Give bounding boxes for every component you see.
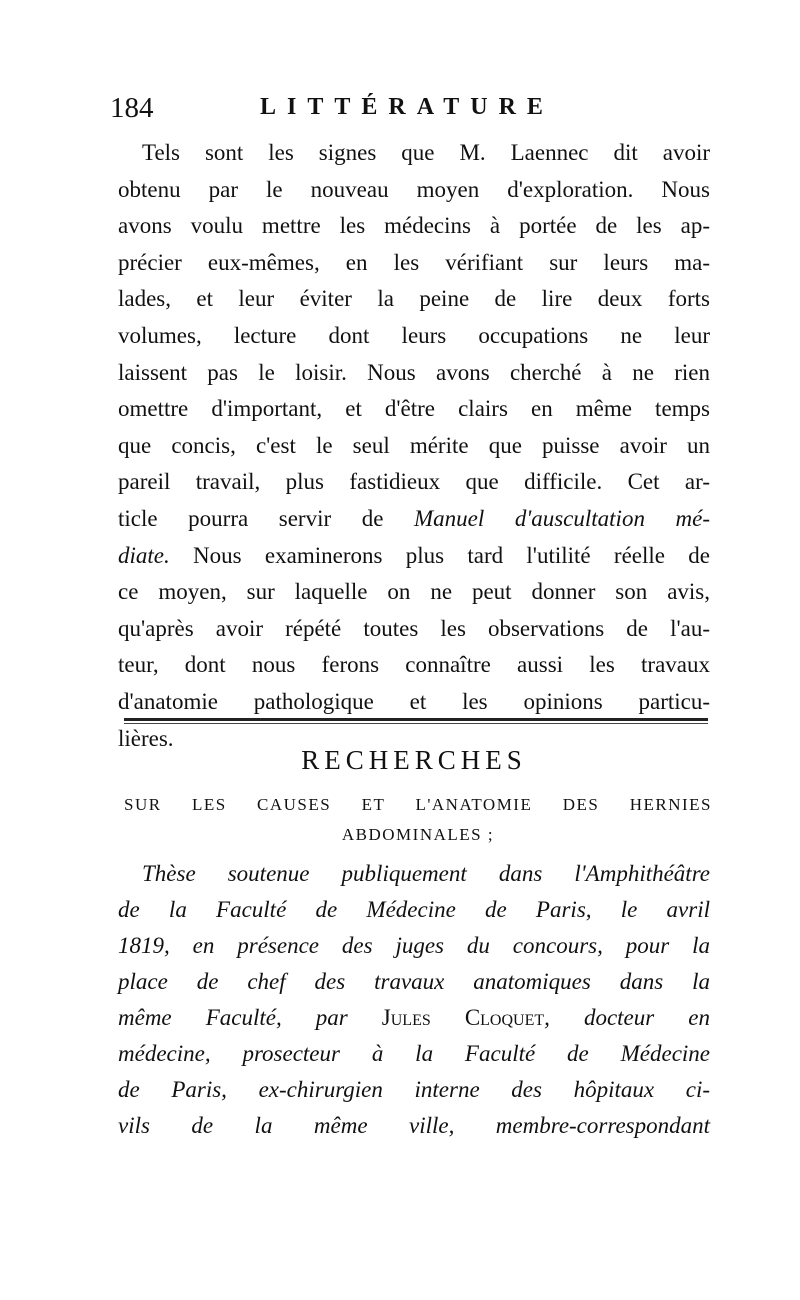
page-header <box>108 92 710 132</box>
book-title-italic: Manuel d'auscultation mé- <box>413 505 710 531</box>
thesis-line <box>118 1000 710 1036</box>
thesis-line: place de chef des travaux anatomiques dans la <box>118 969 710 994</box>
text-line: précier eux-mêmes, en les vérifiant sur leurs ma- <box>118 249 710 275</box>
text-line: laissent pas le loisir. Nous avons cherché à ne rien <box>118 359 710 385</box>
divider-thick-line <box>124 718 708 721</box>
text-line: avons voulu mettre les médecins à portée de les ap- <box>118 213 710 239</box>
text-line: qu'après avoir répété toutes les observations de l'au- <box>118 615 710 641</box>
text-line <box>118 501 710 538</box>
author-name: Jules Cloquet <box>381 1005 545 1030</box>
thesis-description <box>118 856 710 1144</box>
thesis-line: Thèse soutenue publiquement dans l'Amphithéâtre <box>142 861 710 886</box>
text-line: ce moyen, sur laquelle on ne peut donner son avis, <box>118 579 710 605</box>
text-line: pareil travail, plus fastidieux que difficile. Cet ar- <box>118 469 710 495</box>
section-divider <box>124 718 708 724</box>
text-segment: même Faculté, par <box>118 1005 382 1030</box>
text-line: lades, et leur éviter la peine de lire deux forts <box>118 286 710 312</box>
thesis-line: vils de la même ville, membre-correspondant <box>118 1113 710 1138</box>
text-line: omettre d'important, et d'être clairs en même temps <box>118 396 710 422</box>
subtitle-line: SUR LES CAUSES ET L'ANATOMIE DES HERNIES <box>124 795 712 814</box>
text-line: que concis, c'est le seul mérite que puisse avoir un <box>118 432 710 458</box>
text-line: d'anatomie pathologique et les opinions particu- <box>118 688 710 714</box>
section-title: RECHERCHES <box>301 745 527 775</box>
text-line: lières. <box>118 725 174 751</box>
text-line <box>118 538 710 575</box>
subtitle-line: ABDOMINALES ; <box>341 825 495 844</box>
thesis-line: médecine, prosecteur à la Faculté de Médecine <box>118 1041 710 1066</box>
text-line: obtenu par le nouveau moyen d'exploration. Nous <box>118 176 710 202</box>
text-segment: , docteur en <box>544 1005 710 1030</box>
text-segment: Nous examinerons plus tard l'utilité réelle de <box>169 542 710 568</box>
text-line: Tels sont les signes que M. Laennec dit avoir <box>142 140 710 165</box>
thesis-line: 1819, en présence des juges du concours, pour la <box>118 933 710 958</box>
divider-thin-line <box>124 723 708 724</box>
section-subtitle <box>124 790 712 850</box>
thesis-line: de Paris, ex-chirurgien interne des hôpitaux ci- <box>118 1077 710 1102</box>
page-number: 184 <box>110 92 154 124</box>
book-title-italic-end: diate. <box>118 542 170 568</box>
paragraph-body <box>118 135 710 757</box>
text-line: teur, dont nous ferons connaître aussi les travaux <box>118 652 710 678</box>
running-head: LITTÉRATURE <box>260 94 554 120</box>
text-line: volumes, lecture dont leurs occupations ne leur <box>118 322 710 348</box>
thesis-line: de la Faculté de Médecine de Paris, le avril <box>118 897 710 922</box>
text-segment: ticle pourra servir de <box>118 505 414 531</box>
